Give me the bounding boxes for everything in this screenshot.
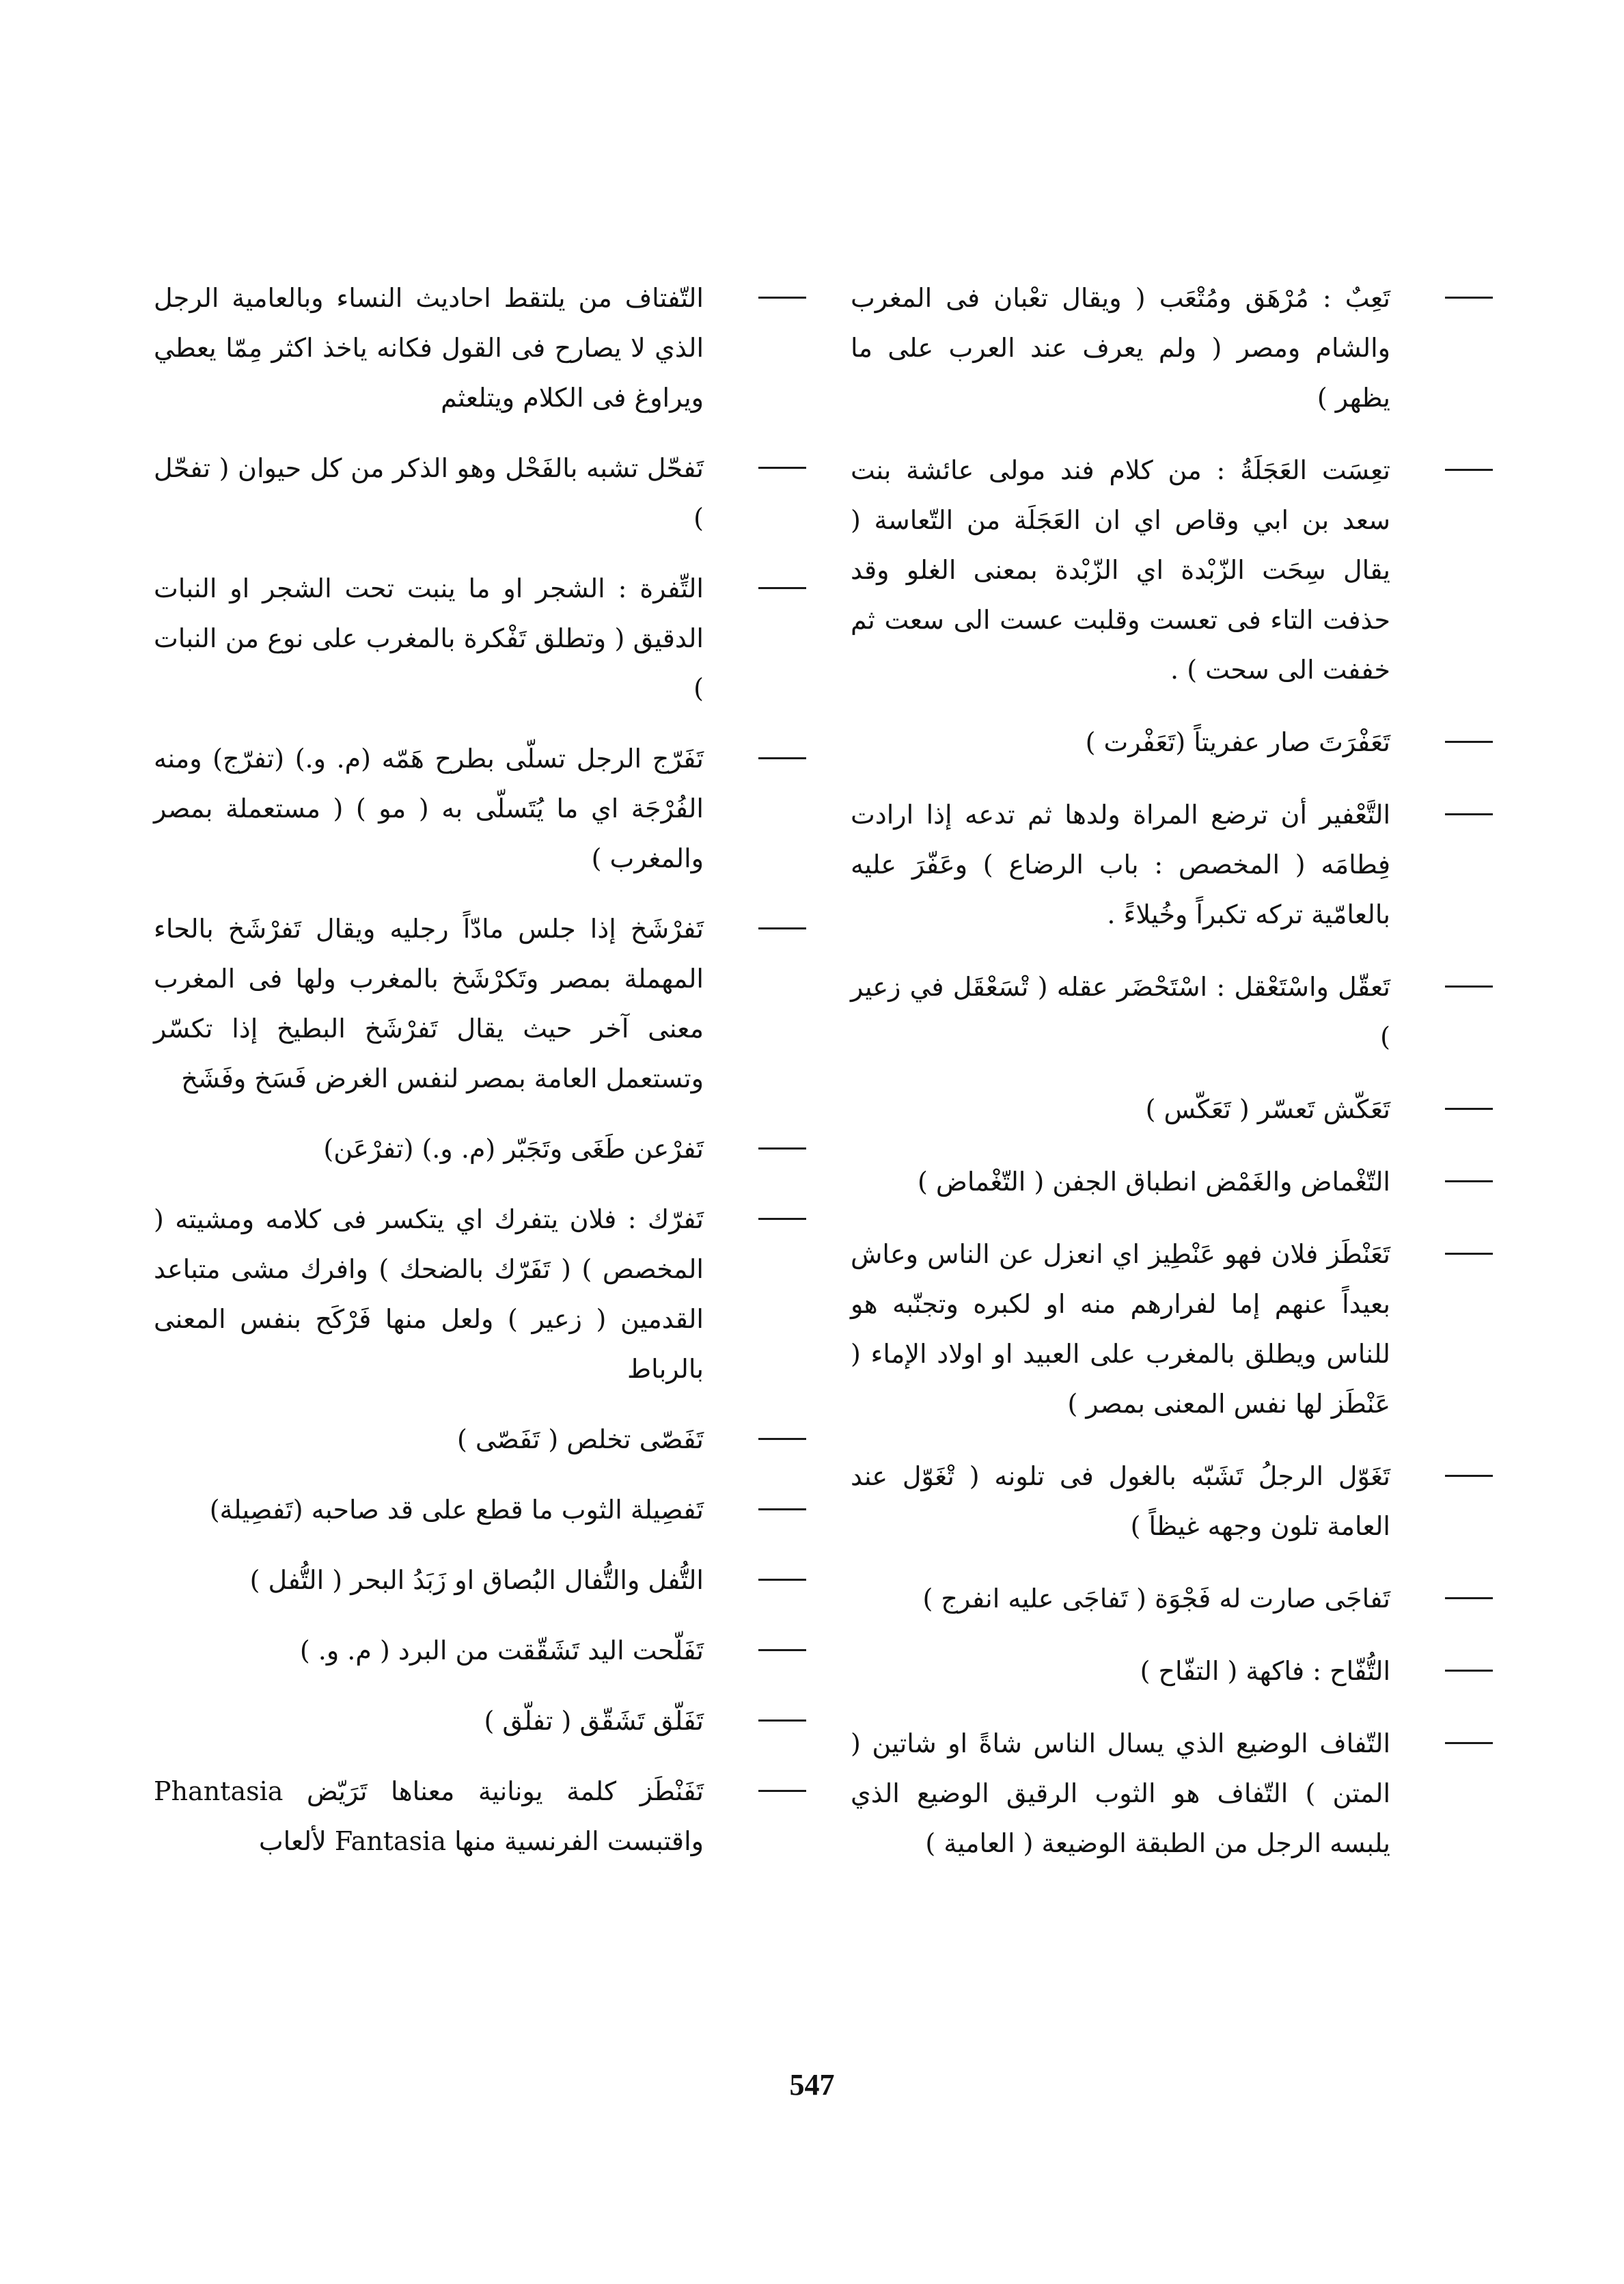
entry [851, 1157, 1493, 1207]
entry-text: تَفَنْطَز كلمة يونانية معناها تَرَيّض Phantasia واقتبست الفرنسية منها Fantasia لألعاب [154, 1776, 704, 1856]
entry-text: تَفرْشَخ إذا جلس مادّاً رجليه ويقال تَفرْشَخ بالحاء المهملة بمصر وتَكرْشَخ بالمغرب ولها فى المغرب معنى آخر حيث يقال تَفرْشَخ البطيخ إذا تكسّر وتستعمل العامة بمصر لنفس الغرض فَسَخ وفَشَخ [154, 914, 704, 1093]
entry-text: تَفَصّى تخلص ( تَفَصّى ) [456, 1424, 704, 1454]
entry-dash [1445, 1180, 1493, 1182]
entry-text: تَعَكّش تَعسّر ( تَعَكّس ) [1145, 1094, 1390, 1124]
entry [154, 1696, 806, 1746]
entry [851, 790, 1493, 940]
entry-dash [758, 1790, 806, 1792]
entry-text: التُّفّاح : فاكهة ( التفّاح ) [1140, 1656, 1390, 1686]
entry [154, 1767, 806, 1866]
entry [851, 1452, 1493, 1551]
entry [154, 1626, 806, 1676]
entry-text: التّغْماض والغَمْض انطباق الجفن ( التّغْماض ) [918, 1167, 1390, 1197]
page-number: 547 [789, 2068, 835, 2102]
entry-text: تَغَوّل الرجلُ تَشَبّه بالغول فى تلونه ( تْغَوّل عند العامة تلون وجهه غيظاً ) [851, 1461, 1390, 1541]
entry-text: تَفاجَى صارت له فَجْوَة ( تَفاجَى عليه انفرج ) [922, 1583, 1390, 1614]
entry-dash [1445, 813, 1493, 815]
entry-dash [1445, 1597, 1493, 1599]
entry [154, 1555, 806, 1605]
entry-text: تَفَلّق تَشَقّق ( تفلّق ) [484, 1706, 704, 1736]
entry [851, 1574, 1493, 1624]
left-column [154, 273, 806, 1887]
entry-dash [1445, 1253, 1493, 1255]
entry-dash [758, 1649, 806, 1651]
entry-text: تَفصِيلة الثوب ما قطع على قد صاحبه (تَفصِيلة) [209, 1495, 704, 1525]
entry-dash [758, 1438, 806, 1440]
entry [851, 1085, 1493, 1134]
entry-dash [1445, 469, 1493, 471]
entry-dash [758, 1508, 806, 1510]
entry-dash [1445, 297, 1493, 299]
entry [851, 1719, 1493, 1868]
entry [154, 1124, 806, 1174]
entry [851, 962, 1493, 1062]
entry [851, 446, 1493, 695]
entry-text: التُّفل والتُّفال البُصاق او زَبَدُ البحر ( التُّفل ) [249, 1565, 704, 1595]
entry-dash [1445, 1670, 1493, 1672]
entry-text: تَفَلّحت اليد تَشَقّقت من البرد ( م. و. ) [299, 1635, 704, 1666]
entry-dash [758, 587, 806, 589]
entry-text: تَفَرّج الرجل تسلّى بطرح هَمّه (م. و.) (تفرّج) ومنه الفُرْجَة اي ما يُتَسلّى به ( مو ) ( مستعملة بمصر والمغرب ) [154, 744, 704, 873]
entry-text: تَفرّك : فلان يتفرك اي يتكسر فى كلامه ومشيته ( المخصص ) ( تَفَرّك بالضحك ) وافرك مشى متباعد القدمين ( زعير ) ولعل منها فَرْكَح بنفس المعنى بالرباط [154, 1204, 704, 1384]
entry-dash [758, 927, 806, 929]
entry-text: التَّعْفير أن ترضع المراة ولدها ثم تدعه إذا ارادت فِطامَه ( المخصص : باب الرضاع ) وعَفّرَ عليه بالعامّية تركه تكبراً وخُيلاءً . [851, 800, 1390, 929]
entry-dash [1445, 1475, 1493, 1477]
entry-dash [758, 757, 806, 759]
entry [851, 1229, 1493, 1429]
entry [154, 444, 806, 543]
entry-dash [758, 1719, 806, 1722]
entry-dash [758, 467, 806, 469]
entry [154, 1485, 806, 1535]
right-column [851, 273, 1493, 1891]
entry-text: تَفحّل تشبه بالفَحْل وهو الذكر من كل حيوان ( تفحّل ) [154, 453, 704, 533]
entry [154, 734, 806, 884]
entry-text: تَعقّل واسْتَعْقل : اسْتَحْضَر عقله ( تْسَعْقَل في زعير ) [851, 972, 1390, 1052]
entry [851, 718, 1493, 767]
entry [154, 1195, 806, 1394]
entry-dash [1445, 1742, 1493, 1744]
entry-text: التِّفرة : الشجر او ما ينبت تحت الشجر او النبات الدقيق ( وتطلق تَفْكرة بالمغرب على نوع من النبات ) [154, 573, 704, 703]
entry [154, 1415, 806, 1465]
entry-text: تَعَفْرَتَ صار عفريتاً (تَعَفْرت ) [1085, 727, 1390, 757]
entry [154, 904, 806, 1104]
entry-dash [758, 1579, 806, 1581]
entry-dash [758, 1218, 806, 1220]
entry-text: تَفرْعن طَغَى وتَجَبّر (م. و.) (تفرْعَن) [323, 1134, 704, 1164]
entry [154, 273, 806, 423]
entry-dash [1445, 741, 1493, 743]
entry-dash [1445, 1108, 1493, 1110]
entry [851, 1646, 1493, 1696]
entry [851, 273, 1493, 423]
entry-text: تعِسَت العَجَلَةُ : من كلام فند مولى عائشة بنت سعد بن ابي وقاص اي ان العَجَلَة من التّعاسة ( يقال سِحَت الزّبْدة اي الزّبْدة بمعنى الغلو وقد حذفت التاء فى تعست وقلبت عست الى سعت ثم خففت الى سحت ) . [851, 455, 1390, 685]
entry-text: تَعَنْطَز فلان فهو عَنْطِيز اي انعزل عن الناس وعاش بعيداً عنهم إما لفرارهم منه او لكبره وتجنّبه هو للناس ويطلق بالمغرب على العبيد او اولاد الإماء ( عَنْطَز لها نفس المعنى بمصر ) [851, 1239, 1390, 1419]
entry-text: التّفاف الوضيع الذي يسال الناس شاةً او شاتين ( المتن ) التّفاف هو الثوب الرقيق الوضيع الذي يلبسه الرجل من الطبقة الوضيعة ( العامية ) [851, 1728, 1390, 1858]
entry-dash [758, 297, 806, 299]
entry-text: التّفتاف من يلتقط احاديث النساء وبالعامية الرجل الذي لا يصارح فى القول فكانه ياخذ اكثر مِمّا يعطي ويراوغ فى الكلام ويتلعثم [154, 283, 704, 413]
entry-dash [1445, 985, 1493, 988]
entry-dash [758, 1147, 806, 1150]
entry-text: تَعِبٌ : مُرْهَق ومُتْعَب ( ويقال تعْبان فى المغرب والشام ومصر ( ولم يعرف عند العرب على ما يظهر ) [851, 283, 1390, 413]
entry [154, 564, 806, 713]
